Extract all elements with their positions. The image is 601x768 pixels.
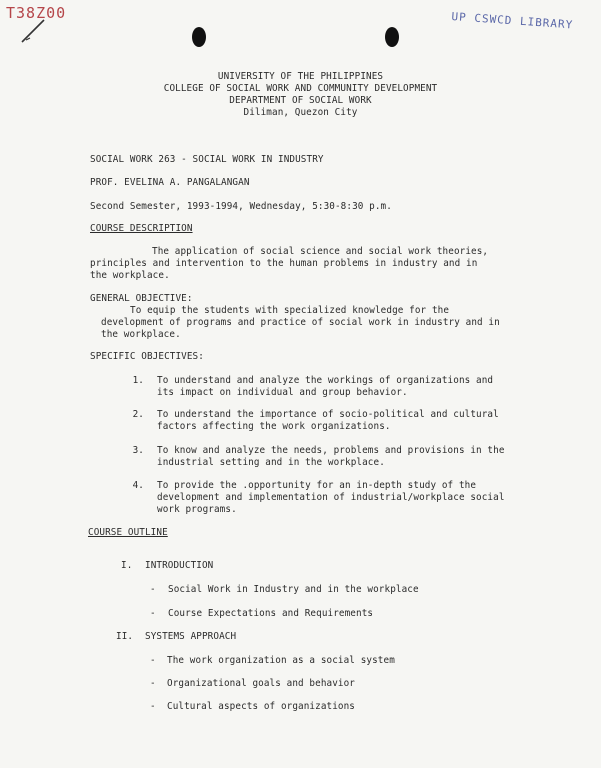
bullet-dash: - [150,608,156,619]
outline-section-title: SYSTEMS APPROACH [145,631,237,642]
objective-number: 1. [132,375,144,386]
bullet-dash: - [150,701,156,712]
outline-item: Organizational goals and behavior [167,678,356,689]
course-title: SOCIAL WORK 263 - SOCIAL WORK IN INDUSTRY [90,154,324,165]
objective-1-line-2: its impact on individual and group behavior. [157,387,408,398]
course-schedule: Second Semester, 1993-1994, Wednesday, 5:30-8:30 p.m. [90,201,392,212]
accession-number-stamp: T38Z00 [6,4,67,22]
bullet-dash: - [150,655,156,666]
description-heading: COURSE DESCRIPTION [90,223,193,234]
general-objective-heading: GENERAL OBJECTIVE: [90,293,193,304]
library-stamp: UP CSWCD LIBRARY [451,10,574,32]
punch-hole-right [385,27,399,47]
general-objective-line-2: development of programs and practice of social work in industry and in [101,317,500,328]
outline-item: Course Expectations and Requirements [168,608,374,619]
objective-number: 4. [132,480,144,491]
description-line-2: principles and intervention to the human problems in industry and in [90,258,478,269]
objective-number: 2. [132,409,144,420]
general-objective-line-3: the workplace. [101,329,181,340]
objective-4-line-3: work programs. [157,504,237,515]
outline-item: Cultural aspects of organizations [167,701,356,712]
punch-hole-left [192,27,206,47]
pen-mark-icon [20,16,50,44]
objective-3-line-2: industrial setting and in the workplace. [157,457,385,468]
objective-number: 3. [132,445,144,456]
objective-4-line-1: To provide the .opportunity for an in-depth study of the [157,480,477,491]
objective-3-line-1: To know and analyze the needs, problems and provisions in the [157,445,505,456]
outline-section-title: INTRODUCTION [145,560,214,571]
general-objective-line-1: To equip the students with specialized knowledge for the [130,305,450,316]
header-department: DEPARTMENT OF SOCIAL WORK [229,95,372,106]
objective-2-line-1: To understand the importance of socio-political and cultural [157,409,499,420]
outline-item: The work organization as a social system [167,655,395,666]
description-line-1: The application of social science and social work theories, [152,246,489,257]
course-professor: PROF. EVELINA A. PANGALANGAN [90,177,250,188]
outline-section-number: I. [121,560,133,571]
bullet-dash: - [150,678,156,689]
specific-objectives-heading: SPECIFIC OBJECTIVES: [90,351,204,362]
objective-1-line-1: To understand and analyze the workings of organizations and [157,375,494,386]
outline-item: Social Work in Industry and in the workplace [168,584,419,595]
objective-4-line-2: development and implementation of industrial/workplace social [157,492,505,503]
outline-heading: COURSE OUTLINE [88,527,168,538]
header-university: UNIVERSITY OF THE PHILIPPINES [217,71,384,82]
objective-2-line-2: factors affecting the work organizations. [157,421,391,432]
header-location: Diliman, Quezon City [243,107,358,118]
bullet-dash: - [150,584,156,595]
header-college: COLLEGE OF SOCIAL WORK AND COMMUNITY DEVELOPMENT [163,83,438,94]
description-line-3: the workplace. [90,270,170,281]
outline-section-number: II. [116,631,134,642]
